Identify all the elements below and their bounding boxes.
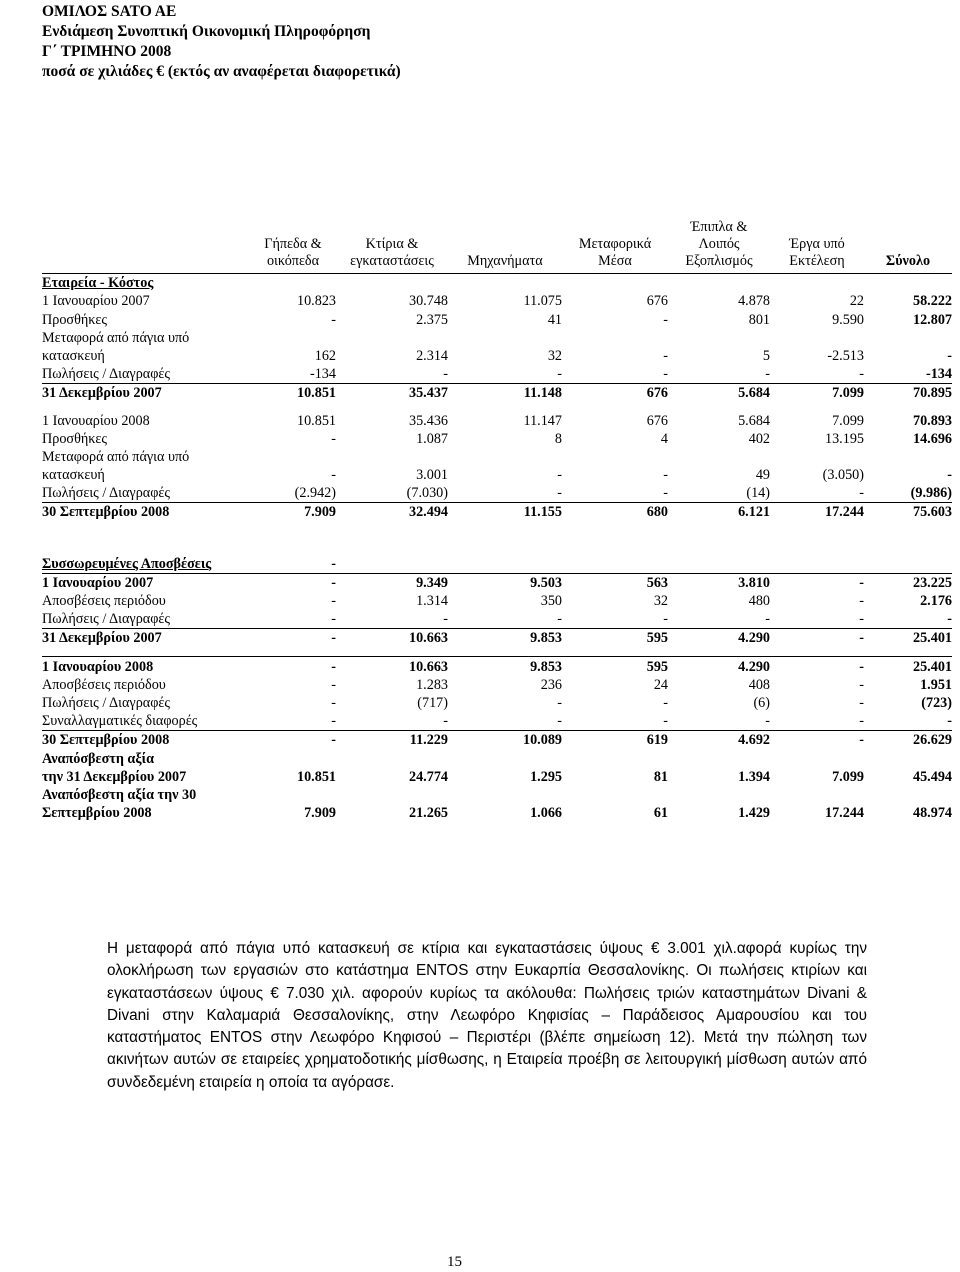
- table-cell: 595: [562, 629, 668, 648]
- table-cell: [562, 786, 668, 804]
- row-label: 1 Ιανουαρίου 2008: [42, 657, 250, 676]
- row-label: Αποσβέσεις περιόδου: [42, 593, 166, 609]
- table-cell: [250, 786, 336, 804]
- table-cell: 563: [562, 573, 668, 592]
- section-title: Συσσωρευμένες Αποσβέσεις: [42, 555, 212, 572]
- table-cell: -: [663, 366, 668, 383]
- table-cell: -: [331, 311, 336, 328]
- row-total: 14.696: [912, 430, 952, 447]
- table-cell: -: [770, 731, 864, 750]
- table-cell: 10.089: [448, 731, 562, 750]
- table-cell: 11.147: [523, 412, 562, 429]
- table-cell: 1.295: [530, 768, 562, 785]
- section-title-row: [42, 274, 952, 293]
- table-row: [42, 310, 952, 328]
- row-total: 45.494: [912, 768, 952, 785]
- table-cell: 24: [653, 676, 668, 693]
- table-cell: -: [557, 611, 562, 628]
- table-cell: [562, 274, 668, 293]
- table-cell: -: [770, 573, 864, 592]
- table-cell: -: [663, 467, 668, 484]
- table-cell: 7.909: [250, 503, 336, 522]
- table-cell: -: [765, 366, 770, 383]
- row-label: 30 Σεπτεμβρίου 2008: [42, 731, 250, 750]
- section-title-row: [42, 554, 952, 573]
- table-cell: -: [557, 694, 562, 711]
- row-label: Πωλήσεις / Διαγραφές: [42, 611, 170, 628]
- table-row: [42, 384, 952, 403]
- table-cell: 10.663: [336, 629, 448, 648]
- table-cell: 1.429: [738, 805, 770, 822]
- table-row: [42, 694, 952, 712]
- table-row: [42, 347, 952, 365]
- table-cell: -: [557, 713, 562, 730]
- table-row: [42, 629, 952, 648]
- amount-scale-note: ποσά σε χιλιάδες € (εκτός αν αναφέρεται διαφορετικά): [42, 63, 401, 80]
- row-label: Αναπόσβεστη αξία την 30: [42, 786, 197, 803]
- table-cell: 350: [540, 593, 562, 609]
- row-label: Συναλλαγματικές διαφορές: [42, 713, 198, 730]
- table-cell: 61: [653, 805, 668, 822]
- table-cell: 3.001: [416, 467, 448, 484]
- table-cell: 236: [540, 676, 562, 693]
- table-cell: 41: [547, 311, 562, 328]
- row-label: Πωλήσεις / Διαγραφές: [42, 366, 170, 383]
- table-cell: [668, 749, 770, 767]
- table-row: [42, 448, 952, 466]
- table-cell: 11.075: [523, 293, 562, 310]
- row-label: 31 Δεκεμβρίου 2007: [42, 629, 250, 648]
- column-header: Γήπεδα & οικόπεδα: [250, 219, 336, 274]
- table-cell: 5.684: [668, 384, 770, 403]
- table-cell: [562, 448, 668, 466]
- table-cell: [448, 786, 562, 804]
- table-cell: [668, 786, 770, 804]
- row-total: -: [947, 467, 952, 484]
- table-cell: [336, 786, 448, 804]
- table-cell: [336, 329, 448, 347]
- table-cell: -: [443, 713, 448, 730]
- table-cell: -: [859, 713, 864, 730]
- row-total: 26.629: [864, 731, 952, 750]
- table-cell: [448, 329, 562, 347]
- table-cell: 1.314: [416, 593, 448, 609]
- table-cell: [668, 448, 770, 466]
- table-cell: [770, 329, 864, 347]
- table-cell: 4.290: [668, 629, 770, 648]
- table-cell: 11.148: [448, 384, 562, 403]
- table-cell: 4.290: [668, 657, 770, 676]
- table-cell: -: [770, 629, 864, 648]
- table-cell: 676: [646, 293, 668, 310]
- table-cell: 32: [653, 593, 668, 609]
- column-header: Έργα υπό Εκτέλεση: [770, 219, 864, 274]
- report-title: Ενδιάμεση Συνοπτική Οικονομική Πληροφόρηση: [42, 23, 371, 40]
- table-cell: [448, 448, 562, 466]
- table-row: [42, 484, 952, 503]
- row-label: 1 Ιανουαρίου 2008: [42, 412, 150, 429]
- report-header: [42, 2, 401, 82]
- table-row: [42, 503, 952, 522]
- row-label: Προσθήκες: [42, 430, 108, 447]
- table-cell: -: [765, 611, 770, 628]
- table-cell: 402: [748, 430, 770, 447]
- fixed-assets-table: [42, 219, 952, 822]
- table-cell: [668, 329, 770, 347]
- table-cell: -: [443, 366, 448, 383]
- row-total: 70.893: [912, 412, 952, 429]
- table-cell: -: [250, 629, 336, 648]
- table-cell: 9.590: [832, 311, 864, 328]
- table-cell: 9.503: [448, 573, 562, 592]
- row-label: 31 Δεκεμβρίου 2007: [42, 384, 250, 403]
- row-total: -: [947, 713, 952, 730]
- row-label: Μεταφορά από πάγια υπό: [42, 329, 190, 346]
- table-cell: 5.684: [738, 412, 770, 429]
- row-label: 30 Σεπτεμβρίου 2008: [42, 503, 250, 522]
- table-cell: 21.265: [408, 805, 448, 822]
- table-cell: [668, 554, 770, 573]
- table-cell: -: [331, 555, 336, 572]
- row-label: 1 Ιανουαρίου 2007: [42, 573, 250, 592]
- table-cell: 162: [314, 347, 336, 364]
- table-cell: -: [663, 311, 668, 328]
- table-cell: 4.692: [668, 731, 770, 750]
- table-row: [42, 329, 952, 347]
- table-cell: [448, 554, 562, 573]
- table-cell: [250, 448, 336, 466]
- table-cell: 35.436: [408, 412, 448, 429]
- row-label: Αποσβέσεις περιόδου: [42, 676, 166, 693]
- table-cell: 7.099: [832, 412, 864, 429]
- table-row: [42, 657, 952, 676]
- table-cell: [562, 749, 668, 767]
- table-cell: [770, 448, 864, 466]
- table-row: [42, 430, 952, 448]
- table-cell: -: [663, 694, 668, 711]
- table-cell: -2.513: [827, 347, 864, 364]
- table-row: [42, 292, 952, 310]
- table-cell: [250, 329, 336, 347]
- spacer-row: [42, 521, 952, 554]
- table-cell: [770, 554, 864, 573]
- table-cell: [864, 786, 952, 804]
- table-cell: 7.099: [832, 768, 864, 785]
- table-cell: (3.050): [822, 467, 864, 484]
- table-row: [42, 786, 952, 804]
- note-text: Η μεταφορά από πάγια υπό κατασκευή σε κτίρια και εγκαταστάσεις ύψους € 3.001 χιλ.αφορά κυρίως την ολοκλήρωση των εργασιών στο κατάστημα ENTOS στην Ευκαρπία Θεσσαλονίκης. Οι πωλήσεις κτιρίων και εγκαταστάσεων ύψους € 7.030 χιλ. αφορούν κυρίως τα ακόλουθα: Πωλήσεις τριών καταστημάτων Divani & Divani στην Καλαμαριά Θεσσαλονίκης, στην Λεωφόρο Κηφισίας – Παράδεισος Αμαρουσίου και του καταστήματος ENTOS στην Λεωφόρο Κηφισού – Περιστέρι (βλέπε σημείωση 12). Μετά την πώληση των ακινήτων αυτών σε εταιρείες χρηματοδοτικής μίσθωσης, η Εταιρεία προέβη σε λειτουργική μίσθωση αυτών από συνδεδεμένη εταιρεία η οποία τα αγόρασε.: [107, 940, 867, 1091]
- table-cell: -: [765, 713, 770, 730]
- table-cell: [336, 554, 448, 573]
- row-total: -: [947, 611, 952, 628]
- table-cell: -: [443, 611, 448, 628]
- column-header: Μεταφορικά Μέσα: [562, 219, 668, 274]
- table-cell: -: [557, 485, 562, 502]
- table-cell: [336, 274, 448, 293]
- column-header-row: [42, 219, 952, 274]
- table-cell: [448, 749, 562, 767]
- row-total: -: [947, 347, 952, 364]
- row-total: 12.807: [912, 311, 952, 328]
- table-row: [42, 411, 952, 429]
- table-cell: (2.942): [294, 485, 336, 502]
- row-total: 1.951: [920, 676, 952, 693]
- table-cell: (7.030): [406, 485, 448, 502]
- page-number: 15: [447, 1254, 462, 1270]
- row-total: [864, 329, 952, 347]
- section-title: Εταιρεία - Κόστος: [42, 275, 154, 292]
- row-label: Προσθήκες: [42, 311, 108, 328]
- table-row: [42, 365, 952, 384]
- table-cell: 11.155: [448, 503, 562, 522]
- table-cell: 35.437: [336, 384, 448, 403]
- row-label: Πωλήσεις / Διαγραφές: [42, 694, 170, 711]
- table-cell: -134: [309, 366, 336, 383]
- row-label: κατασκευή: [42, 467, 105, 484]
- table-cell: 17.244: [770, 503, 864, 522]
- table-cell: -: [859, 676, 864, 693]
- table-cell: 10.851: [250, 384, 336, 403]
- column-header: Μηχανήματα: [448, 219, 562, 274]
- table-cell: 680: [562, 503, 668, 522]
- column-header: Σύνολο: [864, 219, 952, 274]
- table-row: [42, 712, 952, 731]
- table-cell: -: [557, 467, 562, 484]
- row-total: (723): [921, 694, 952, 711]
- table-cell: 408: [748, 676, 770, 693]
- table-cell: 7.909: [304, 805, 336, 822]
- table-cell: -: [250, 731, 336, 750]
- row-total: -134: [925, 366, 952, 383]
- table-cell: 676: [646, 412, 668, 429]
- row-total: 25.401: [864, 657, 952, 676]
- table-cell: -: [663, 713, 668, 730]
- table-cell: 30.748: [408, 293, 448, 310]
- report-period: Γ΄ ΤΡΙΜΗΝΟ 2008: [42, 43, 172, 60]
- table-row: [42, 731, 952, 750]
- table-cell: 10.663: [336, 657, 448, 676]
- table-cell: [864, 749, 952, 767]
- table-cell: [448, 274, 562, 293]
- table-cell: -: [859, 366, 864, 383]
- table-cell: (14): [746, 485, 770, 502]
- table-cell: 1.087: [416, 430, 448, 447]
- table-cell: 619: [562, 731, 668, 750]
- table-cell: -: [859, 611, 864, 628]
- table-cell: 10.823: [296, 293, 336, 310]
- table-cell: [250, 274, 336, 293]
- table-cell: 801: [748, 311, 770, 328]
- row-total: [864, 448, 952, 466]
- company-name: ΟΜΙΛΟΣ SATO AE: [42, 3, 177, 20]
- table-cell: 10.851: [296, 412, 336, 429]
- table-cell: [336, 448, 448, 466]
- table-row: [42, 573, 952, 592]
- table-cell: -: [663, 347, 668, 364]
- spacer-row: [42, 647, 952, 657]
- row-label: Αναπόσβεστη αξία: [42, 750, 154, 767]
- table-cell: [562, 329, 668, 347]
- table-cell: (6): [753, 694, 770, 711]
- table-cell: -: [557, 366, 562, 383]
- table-cell: -: [331, 676, 336, 693]
- table-cell: -: [331, 430, 336, 447]
- table-cell: 17.244: [824, 805, 864, 822]
- table-cell: -: [331, 593, 336, 609]
- row-label: Μεταφορά από πάγια υπό: [42, 448, 190, 465]
- table-cell: 2.314: [416, 347, 448, 364]
- table-cell: -: [331, 713, 336, 730]
- row-total: 75.603: [864, 503, 952, 522]
- row-label: την 31 Δεκεμβρίου 2007: [42, 768, 187, 785]
- row-total: 48.974: [912, 805, 952, 822]
- table-cell: 24.774: [408, 768, 448, 785]
- table-cell: 6.121: [668, 503, 770, 522]
- table-cell: [770, 786, 864, 804]
- table-cell: [770, 274, 864, 293]
- row-total: 58.222: [912, 293, 952, 310]
- table-cell: [864, 554, 952, 573]
- table-cell: 3.810: [668, 573, 770, 592]
- table-cell: 595: [562, 657, 668, 676]
- explanatory-note: [107, 938, 867, 1094]
- table-cell: 9.853: [448, 629, 562, 648]
- table-cell: [770, 749, 864, 767]
- table-cell: 480: [748, 593, 770, 609]
- table-cell: 10.851: [296, 768, 336, 785]
- table-cell: -: [250, 657, 336, 676]
- table-cell: [562, 554, 668, 573]
- column-header: Κτίρια & εγκαταστάσεις: [336, 219, 448, 274]
- spacer-row: [42, 402, 952, 411]
- table-cell: -: [663, 485, 668, 502]
- row-total: 25.401: [864, 629, 952, 648]
- table-row: [42, 592, 952, 610]
- table-row: [42, 466, 952, 484]
- table-cell: 49: [755, 467, 770, 484]
- row-total: (9.986): [910, 485, 952, 502]
- table-cell: 9.349: [336, 573, 448, 592]
- table-cell: 22: [849, 293, 864, 310]
- table-cell: 13.195: [824, 430, 864, 447]
- table-cell: -: [770, 657, 864, 676]
- table-cell: 1.066: [530, 805, 562, 822]
- table-cell: -: [859, 593, 864, 609]
- column-header: Έπιπλα & Λοιπός Εξοπλισμός: [668, 219, 770, 274]
- table-row: [42, 804, 952, 822]
- table-cell: 4: [660, 430, 668, 447]
- table-cell: 32: [547, 347, 562, 364]
- header-blank: [42, 219, 250, 274]
- table-cell: 5: [762, 347, 770, 364]
- row-label: 1 Ιανουαρίου 2007: [42, 293, 150, 310]
- table-cell: 9.853: [448, 657, 562, 676]
- row-total: 23.225: [864, 573, 952, 592]
- table-cell: -: [859, 485, 864, 502]
- table-cell: 32.494: [336, 503, 448, 522]
- table-row: [42, 610, 952, 629]
- table-cell: 1.394: [738, 768, 770, 785]
- table-cell: -: [331, 467, 336, 484]
- table-cell: -: [331, 611, 336, 628]
- row-label: Σεπτεμβρίου 2008: [42, 805, 152, 822]
- row-label: Πωλήσεις / Διαγραφές: [42, 485, 170, 502]
- table-cell: [250, 749, 336, 767]
- row-label: κατασκευή: [42, 347, 105, 364]
- table-row: [42, 676, 952, 694]
- table-cell: [864, 274, 952, 293]
- table-cell: 8: [554, 430, 562, 447]
- table-cell: -: [663, 611, 668, 628]
- table-cell: 11.229: [336, 731, 448, 750]
- table-row: [42, 768, 952, 786]
- table-cell: (717): [417, 694, 448, 711]
- table-cell: -: [331, 694, 336, 711]
- table-cell: -: [250, 573, 336, 592]
- table-cell: [336, 749, 448, 767]
- table-cell: -: [859, 694, 864, 711]
- row-total: 70.895: [864, 384, 952, 403]
- table-cell: [668, 274, 770, 293]
- table-cell: 2.375: [416, 311, 448, 328]
- table-cell: 676: [562, 384, 668, 403]
- table-cell: 4.878: [738, 293, 770, 310]
- table-cell: 7.099: [770, 384, 864, 403]
- table-cell: 81: [653, 768, 668, 785]
- table-cell: 1.283: [416, 676, 448, 693]
- table-row: [42, 749, 952, 767]
- row-total: 2.176: [920, 593, 952, 609]
